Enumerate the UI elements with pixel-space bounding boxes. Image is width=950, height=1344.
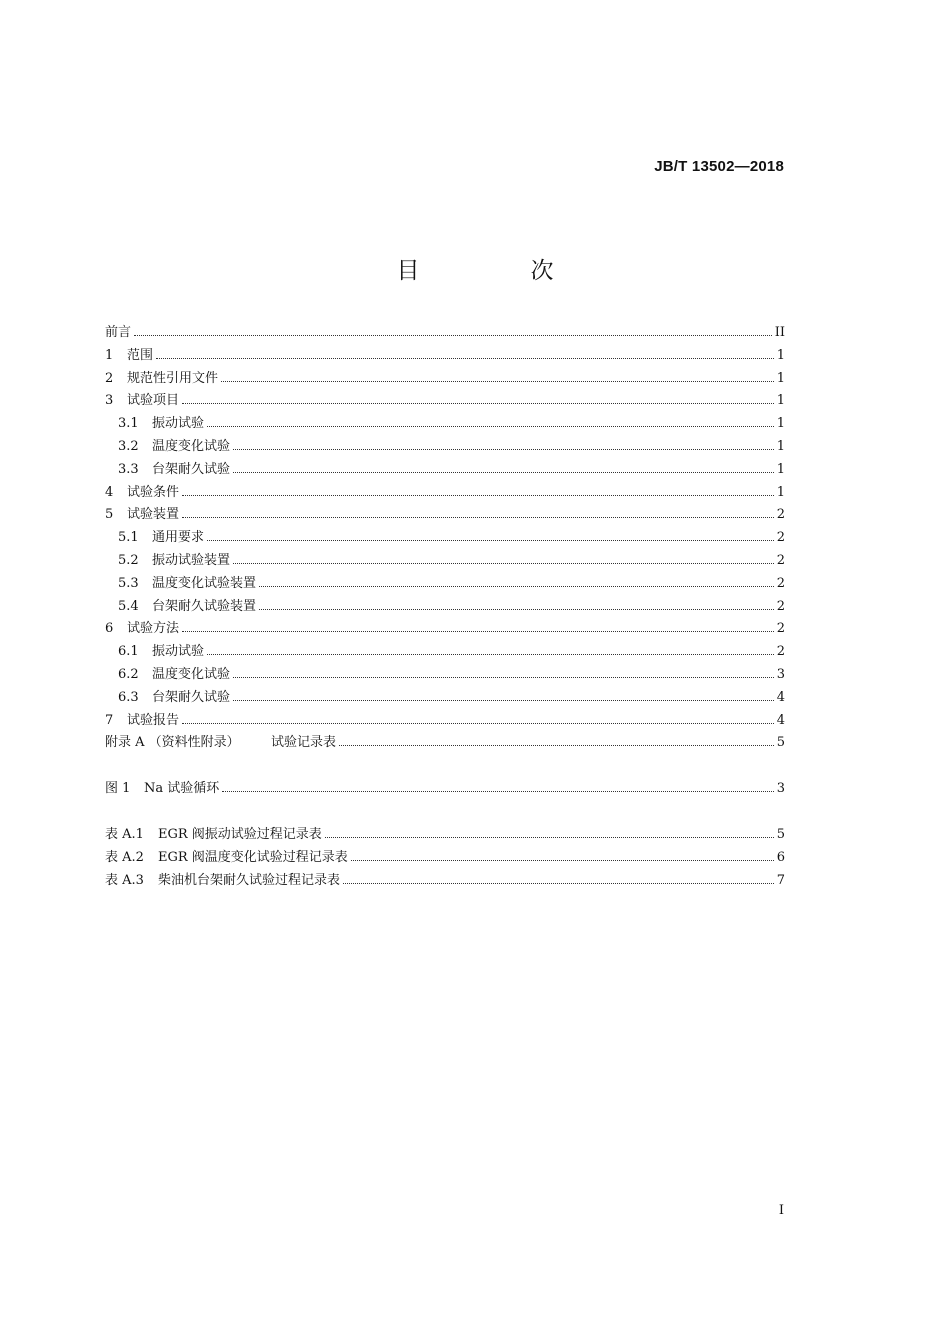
toc-entry-title: 试验报告 — [127, 712, 180, 728]
toc-entry-page: 7 — [776, 872, 785, 888]
toc-entry-page: 1 — [776, 438, 785, 454]
toc-entry-title: 温度变化试验 — [152, 438, 231, 454]
page-title: 目 次 — [396, 258, 598, 284]
toc-entry-number: 5 — [105, 507, 114, 523]
toc-entry-foreword[interactable] — [105, 322, 785, 345]
section-gap — [105, 801, 785, 824]
toc-entry-table-a3[interactable] — [105, 870, 785, 893]
toc-dot-leader — [233, 471, 774, 473]
toc-entry-5-2[interactable] — [105, 550, 785, 573]
toc-dot-leader — [259, 608, 774, 610]
toc-entry-page: 2 — [776, 644, 785, 660]
toc-dot-leader — [207, 653, 774, 655]
toc-entry-page: 2 — [776, 575, 785, 591]
toc-entry-page: 1 — [776, 370, 785, 386]
toc-entry-page: 2 — [776, 552, 785, 568]
toc-dot-leader — [233, 699, 774, 701]
toc-entry-number: 表 A.3 — [105, 872, 144, 888]
toc-entry-number: 图 1 — [105, 781, 131, 797]
toc-dot-leader — [182, 630, 774, 632]
toc-dot-leader — [259, 585, 774, 587]
toc-entry-number: 5.2 — [118, 552, 139, 568]
toc-entry-title: Na 试验循环 — [144, 781, 220, 797]
toc-entry-number: 表 A.2 — [105, 849, 144, 865]
toc-entry-appendix-a[interactable] — [105, 732, 785, 755]
toc-dot-leader — [207, 539, 774, 541]
toc-entry-page: 2 — [776, 530, 785, 546]
toc-entry-2[interactable] — [105, 368, 785, 391]
toc-entry-page: 4 — [776, 712, 785, 728]
toc-dot-leader — [182, 516, 774, 518]
toc-entry-number: 表 A.1 — [105, 826, 144, 842]
toc-entry-3-3[interactable] — [105, 459, 785, 482]
toc-entry-title: 振动试验 — [152, 416, 205, 432]
toc-entry-1[interactable] — [105, 345, 785, 368]
toc-entry-number: 6.1 — [118, 644, 139, 660]
toc-entry-number: 附录 A （资料性附录） — [105, 735, 240, 751]
toc-entry-page: II — [774, 325, 785, 340]
toc-entry-number: 5.1 — [118, 530, 139, 546]
toc-entry-6-3[interactable] — [105, 687, 785, 710]
toc-entry-figure-1[interactable] — [105, 778, 785, 801]
toc-entry-title: 范围 — [127, 347, 154, 363]
toc-entry-number: 6 — [105, 621, 114, 637]
toc-entry-number: 3.3 — [118, 461, 139, 477]
toc-entry-number: 4 — [105, 484, 114, 500]
toc-entry-title: 通用要求 — [152, 530, 205, 546]
toc-entry-page: 1 — [776, 416, 785, 432]
toc-entry-page: 3 — [776, 666, 785, 682]
toc-dot-leader — [182, 494, 774, 496]
toc-entry-title: 温度变化试验 — [152, 666, 231, 682]
toc-entry-page: 3 — [776, 781, 785, 797]
toc-entry-title: 台架耐久试验装置 — [152, 598, 257, 614]
toc-entry-number: 2 — [105, 370, 114, 386]
toc-entry-6[interactable] — [105, 618, 785, 641]
toc-entry-3-2[interactable] — [105, 436, 785, 459]
table-of-contents — [105, 322, 785, 892]
toc-entry-number: 3.2 — [118, 438, 139, 454]
toc-entry-7[interactable] — [105, 710, 785, 733]
toc-dot-leader — [339, 744, 774, 746]
toc-entry-6-2[interactable] — [105, 664, 785, 687]
toc-entry-page: 5 — [776, 826, 785, 842]
toc-entry-page: 1 — [776, 393, 785, 409]
toc-entry-page: 4 — [776, 689, 785, 705]
toc-dot-leader — [325, 836, 774, 838]
toc-entry-page: 6 — [776, 849, 785, 865]
toc-entry-table-a2[interactable] — [105, 847, 785, 870]
toc-entry-page: 1 — [776, 347, 785, 363]
toc-entry-title: 试验方法 — [127, 621, 180, 637]
toc-entry-title: EGR 阀温度变化试验过程记录表 — [158, 849, 348, 865]
standard-code: JB/T 13502—2018 — [654, 158, 784, 175]
toc-entry-title: 振动试验装置 — [152, 552, 231, 568]
toc-dot-leader — [134, 334, 772, 336]
toc-entry-title: EGR 阀振动试验过程记录表 — [158, 826, 322, 842]
toc-entry-title: 规范性引用文件 — [127, 370, 219, 386]
toc-entry-number: 5.3 — [118, 575, 139, 591]
toc-entry-title: 试验记录表 — [271, 735, 337, 751]
toc-dot-leader — [351, 859, 774, 861]
toc-entry-number: 5.4 — [118, 598, 139, 614]
toc-entry-page: 1 — [776, 461, 785, 477]
toc-dot-leader — [182, 722, 774, 724]
toc-entry-3[interactable] — [105, 390, 785, 413]
toc-entry-title: 前言 — [105, 325, 132, 340]
toc-dot-leader — [221, 380, 774, 382]
toc-entry-number: 7 — [105, 712, 114, 728]
toc-dot-leader — [343, 882, 774, 884]
toc-entry-title: 试验项目 — [127, 393, 180, 409]
toc-entry-table-a1[interactable] — [105, 824, 785, 847]
toc-entry-5-3[interactable] — [105, 573, 785, 596]
toc-entry-5-4[interactable] — [105, 596, 785, 619]
toc-dot-leader — [233, 448, 774, 450]
toc-entry-title: 台架耐久试验 — [152, 461, 231, 477]
toc-entry-5-1[interactable] — [105, 527, 785, 550]
toc-entry-title: 台架耐久试验 — [152, 689, 231, 705]
toc-entry-3-1[interactable] — [105, 413, 785, 436]
toc-entry-page: 2 — [776, 598, 785, 614]
toc-dot-leader — [233, 676, 774, 678]
toc-entry-page: 2 — [776, 621, 785, 637]
toc-dot-leader — [222, 790, 773, 792]
toc-entry-6-1[interactable] — [105, 641, 785, 664]
toc-entry-title: 振动试验 — [152, 644, 205, 660]
toc-entry-title: 温度变化试验装置 — [152, 575, 257, 591]
page-number: I — [778, 1203, 784, 1218]
toc-entry-number: 6.2 — [118, 666, 139, 682]
toc-entry-number: 1 — [105, 347, 114, 363]
toc-entry-page: 2 — [776, 507, 785, 523]
toc-entry-title: 试验装置 — [127, 507, 180, 523]
toc-entry-number: 3 — [105, 393, 114, 409]
toc-entry-number: 3.1 — [118, 416, 139, 432]
toc-entry-4[interactable] — [105, 482, 785, 505]
toc-entry-number: 6.3 — [118, 689, 139, 705]
section-gap — [105, 755, 785, 778]
toc-dot-leader — [156, 357, 774, 359]
toc-dot-leader — [233, 562, 774, 564]
toc-dot-leader — [207, 425, 774, 427]
toc-dot-leader — [182, 402, 774, 404]
toc-entry-title: 试验条件 — [127, 484, 180, 500]
toc-entry-title: 柴油机台架耐久试验过程记录表 — [158, 872, 341, 888]
toc-entry-page: 1 — [776, 484, 785, 500]
toc-entry-page: 5 — [776, 735, 785, 751]
toc-entry-5[interactable] — [105, 504, 785, 527]
